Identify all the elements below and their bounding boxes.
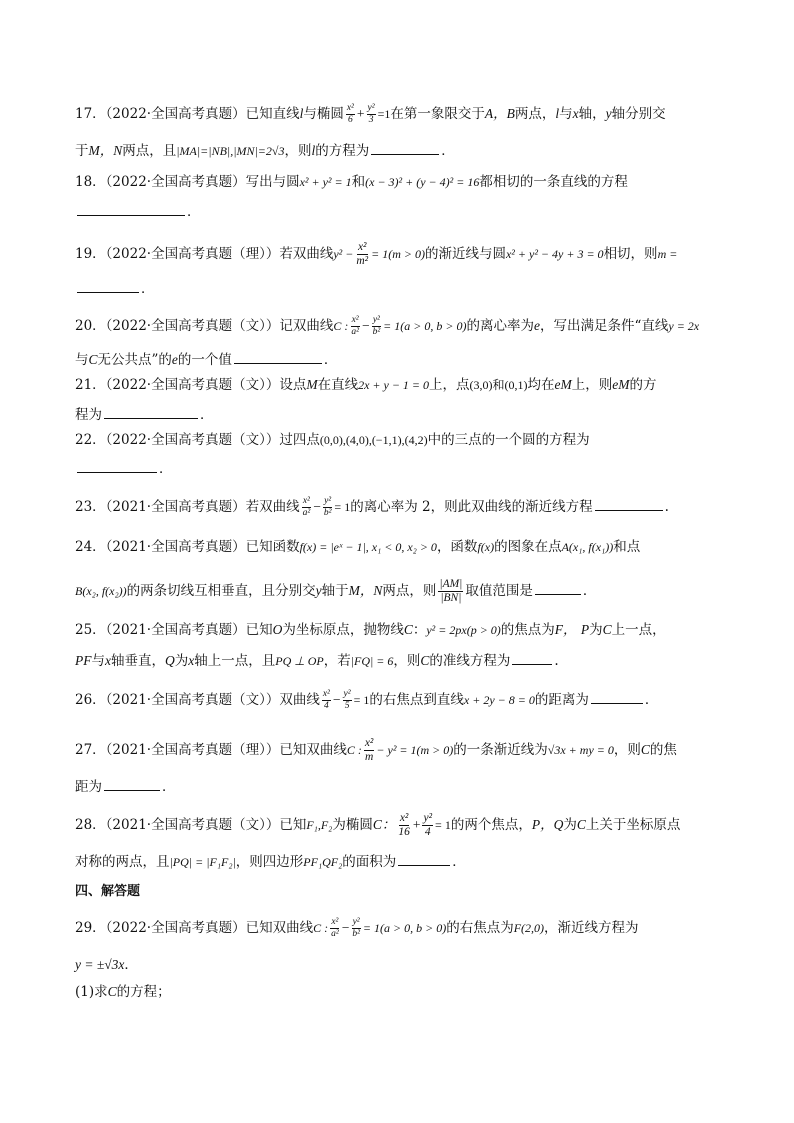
math-expr: = 1(a > 0, b > 0): [383, 319, 467, 333]
math-em: eM: [612, 377, 630, 392]
question-18-line-1: [75, 172, 628, 192]
q21-text: 均在: [527, 377, 555, 393]
math-expr: C :: [346, 743, 362, 757]
answer-blank[interactable]: [104, 776, 160, 791]
q29-text: (1)求: [75, 984, 108, 1000]
q24-prefix: 24．（2021·全国高考真题）已知函数: [75, 539, 300, 555]
q26-text: 的距离为: [534, 692, 589, 708]
question-26-line-1: 26．（2021·全国高考真题（文））双曲线 $\frac{\text{x²}}{4}$ − $\frac{\text{y²}}{5}$ = 1的右焦点到直线x + 2y − 8 = 0的距离为 ．: [75, 689, 659, 711]
question-29-line-2: [75, 955, 138, 975]
fraction-num: x²: [351, 315, 359, 325]
q22-prefix: 22．（2022·全国高考真题（文））过四点: [75, 432, 320, 448]
q21-text: 上，则: [571, 377, 613, 393]
q28-text: 上关于坐标原点: [585, 817, 681, 833]
q19-text: 相切，则: [603, 246, 658, 262]
math-f: F，: [554, 622, 577, 637]
math-c: C: [88, 352, 98, 367]
q17-text: 轴，: [578, 106, 606, 122]
math-expr: x + 2y − 8 = 0: [463, 693, 535, 707]
math-expr: |MA|=|NB|,|MN|=2√3: [176, 144, 285, 158]
fraction-den: 5: [344, 701, 350, 711]
math-expr: f(x): [477, 540, 495, 554]
fraction-num: x²: [346, 103, 354, 113]
fraction-num: y²: [352, 917, 360, 927]
q28-prefix: 28．（2021·全国高考真题（文））已知: [75, 817, 307, 833]
q20-text: 无公共点”的: [97, 352, 172, 368]
q27-text: 的焦: [649, 742, 677, 758]
answer-blank[interactable]: [234, 349, 322, 364]
q21-text: 上，点: [429, 377, 470, 393]
q18-text: 都相切的一条直线的方程: [479, 174, 628, 190]
answer-blank[interactable]: [77, 201, 185, 216]
q20-text: ，写出满足条件“直线: [539, 318, 669, 334]
q24-text: 两点，则: [382, 583, 437, 599]
math-e: e: [171, 352, 178, 367]
q18-prefix: 18．（2022·全国高考真题）写出与圆: [75, 174, 300, 190]
fraction-num: y²: [343, 689, 351, 699]
fraction-num: x²: [357, 241, 367, 253]
question-27-line-1: [75, 737, 677, 764]
q17-prefix: 17．（2022·全国高考真题）已知直线: [75, 106, 300, 122]
math-c: C: [576, 817, 586, 832]
q25-text: ，若: [323, 653, 351, 669]
math-expr: x² + y² = 1: [299, 175, 352, 189]
math-expr: (3,0)和(0,1): [469, 378, 528, 392]
answer-blank[interactable]: [398, 851, 450, 866]
answer-blank[interactable]: [371, 140, 439, 155]
section-heading: 四、解答题: [75, 884, 141, 899]
q25-text: ，则: [393, 653, 421, 669]
fraction: [364, 737, 375, 764]
q28-text: 的两个焦点，: [450, 817, 532, 833]
math-c: C: [640, 742, 650, 757]
q20-end: ．: [323, 352, 338, 368]
fraction-den: b²: [323, 508, 332, 518]
q24-end: ．: [582, 583, 597, 599]
q24-text: 的图象在点: [494, 539, 562, 555]
math-expr: PQ ⊥ OP: [275, 654, 324, 668]
fraction-num: y²: [372, 315, 380, 325]
q20-text: 的离心率为: [466, 318, 534, 334]
math-expr: 2x + y − 1 = 0: [358, 378, 430, 392]
answer-blank[interactable]: [535, 580, 581, 595]
q28-end: ．: [452, 854, 466, 870]
q25-text: 为: [589, 622, 603, 638]
question-19-line-1: [75, 241, 677, 268]
q27-prefix: 27．（2021·全国高考真题（理））已知双曲线: [75, 742, 347, 758]
math-mn: M，N: [88, 143, 123, 158]
math-expr: F(2,0): [513, 921, 545, 935]
question-23-line-1: 23．（2021·全国高考真题）若双曲线 $\frac{\text{x²}}{\text{a²}}$ − $\frac{\text{y²}}{\text{b²}}$ = 1的离心率为 2，则此双曲线的渐近线方程 .: [75, 496, 669, 518]
q17-text: ，则: [284, 143, 312, 159]
q21-end: ．: [200, 407, 214, 423]
q25-text: 为: [174, 653, 189, 669]
math-em: eM: [554, 377, 572, 392]
q29-text: 的方程；: [116, 984, 171, 1000]
fraction-den: a²: [331, 929, 339, 939]
question-24-line-2: [75, 578, 596, 605]
question-22-line-2: [75, 458, 173, 479]
q20-text: 与: [75, 352, 89, 368]
fraction-num: y²: [423, 812, 433, 824]
q28-text: ，则四边形: [235, 854, 304, 870]
math-expr: m =: [657, 247, 678, 261]
math-expr: PF₁QF₂: [303, 855, 343, 869]
q19-text: 的渐近线与圆: [424, 246, 506, 262]
math-l: l: [299, 106, 304, 121]
q25-prefix: 25．（2021·全国高考真题）已知: [75, 622, 273, 638]
q24-text: 轴于: [321, 583, 349, 599]
question-22-line-1: [75, 430, 590, 450]
q20-prefix: 20．（2022·全国高考真题（文））记双曲线: [75, 318, 334, 334]
q20-text: 的一个值: [177, 352, 232, 368]
fraction: [330, 917, 340, 940]
fraction: [351, 917, 361, 940]
math-l: l: [311, 143, 316, 158]
question-19-line-2: [75, 278, 155, 299]
math-ab: A，B: [484, 106, 515, 121]
q25-text: 与: [91, 653, 105, 669]
math-mn: M，N: [348, 583, 383, 598]
question-20-line-1: 20．（2022·全国高考真题（文））记双曲线C : $\frac{\text{x²}}{\text{a²}}$ − $\frac{\text{y²}}{\text{b²}}$ = 1(a > 0, b > 0)的离心率为e，写出满足条件“直线y = 2x: [75, 315, 700, 337]
math-expr: − y² = 1(m > 0): [376, 743, 454, 757]
q25-text: 的准线方程为: [429, 653, 511, 669]
q17-text: 于: [75, 143, 89, 159]
q21-text: 的方: [629, 377, 657, 393]
fraction-den: m²: [356, 255, 369, 267]
question-25-line-2: [75, 650, 559, 671]
q26-prefix: 26．（2021·全国高考真题（文））双曲线: [75, 692, 320, 708]
q25-text: 轴垂直，: [111, 653, 165, 669]
math-m: M: [306, 377, 318, 392]
fraction: [355, 241, 369, 268]
fraction-num: x²: [399, 812, 409, 824]
math-expr: = 1(m > 0): [371, 247, 425, 261]
q21-text: 在直线: [317, 377, 359, 393]
fraction-den: 3: [368, 115, 374, 125]
q17-text: 的方程为: [315, 143, 370, 159]
q23-text: 的离心率为 2，则此双曲线的渐近线方程: [350, 499, 593, 515]
question-29-subquestion-1: [75, 982, 171, 1002]
fraction-num: x²: [302, 496, 310, 506]
math-c: C: [602, 622, 612, 637]
fraction: [350, 315, 360, 338]
fraction-den: |BN|: [440, 592, 462, 604]
q17-text: 两点，且: [122, 143, 177, 159]
fraction: [397, 812, 411, 839]
math-p: P: [580, 622, 590, 637]
math-expr: √3x + my = 0: [547, 743, 614, 757]
fraction: [343, 689, 352, 712]
question-29-line-1: 29．（2022·全国高考真题）已知双曲线C : $\frac{\text{x²}}{\text{a²}}$ − $\frac{\text{y²}}{\text{b²}}$ = 1(a > 0, b > 0)的右焦点为F(2,0)，渐近线方程为: [75, 917, 639, 939]
fraction-den: 6: [348, 115, 353, 125]
fraction-den: b²: [372, 327, 381, 337]
math-expr: f(x) = |eˣ − 1|, x₁ < 0, x₂ > 0: [299, 540, 437, 554]
math-c: C: [420, 653, 430, 668]
math-x: x: [572, 106, 579, 121]
math-expr: |PQ| = |F₁F₂|: [169, 855, 236, 869]
q24-text: ，函数: [436, 539, 478, 555]
math-expr: A(x₁, f(x₁)): [561, 540, 614, 554]
fraction: [367, 103, 376, 126]
math-c: C: [403, 622, 413, 637]
q18-text: 和: [351, 174, 366, 190]
fraction: [438, 578, 463, 605]
q19-prefix: 19．（2022·全国高考真题（理））若双曲线: [75, 246, 334, 262]
fraction: [302, 496, 312, 519]
q28-text: 的面积为: [342, 854, 397, 870]
q17-text: 在第一象限交于: [390, 106, 485, 122]
math-expr: x² + y² − 4y + 3 = 0: [505, 247, 604, 261]
q18-end: ．: [187, 204, 201, 220]
math-expr: y² −: [333, 247, 354, 261]
question-17-line-1: 17．（2022·全国高考真题）已知直线l与椭圆 $\frac{\text{x²}}{6}$ + $\frac{\text{y²}}{3}$ =1在第一象限交于A，B两点，l与x轴，y轴分别交: [75, 103, 666, 125]
math-pf: PF: [75, 653, 92, 668]
fraction-den: 16: [398, 826, 410, 838]
fraction-den: b²: [352, 929, 360, 939]
answer-blank[interactable]: [512, 650, 552, 665]
fraction-den: 4: [323, 701, 329, 711]
fraction-num: x²: [331, 917, 339, 927]
q25-text: 上一点，: [611, 622, 666, 638]
q25-text: 为坐标原点，抛物线: [282, 622, 404, 638]
fraction-num: y²: [367, 103, 375, 113]
question-25-line-1: 25．（2021·全国高考真题）已知O为坐标原点，抛物线C：y² = 2px(p > 0)的焦点为F， P为C上一点，: [75, 622, 666, 638]
fraction: [323, 496, 333, 519]
q17-end: ．: [441, 143, 455, 159]
math-expr: y = 2x: [668, 319, 700, 333]
q24-text: 和点: [613, 539, 641, 555]
q27-text: 距为: [75, 779, 102, 795]
math-expr: = 1: [435, 818, 451, 832]
fraction-den: a²: [351, 327, 359, 337]
math-expr: B(x₂, f(x₂)): [75, 584, 127, 598]
answer-blank[interactable]: [591, 689, 643, 704]
math-e: e: [533, 318, 540, 333]
q28-text: 对称的两点，且: [75, 854, 170, 870]
q29-text: ．: [124, 957, 138, 973]
q23-prefix: 23．（2021·全国高考真题）若双曲线: [75, 499, 300, 515]
answer-blank[interactable]: [595, 496, 663, 511]
q26-text: 的右焦点到直线: [369, 692, 464, 708]
q21-text: 程为: [75, 407, 102, 423]
q29-text: ，渐近线方程为: [544, 920, 639, 936]
math-expr: = 1: [353, 693, 370, 707]
math-q: Q: [165, 653, 175, 668]
q27-end: ．: [162, 779, 176, 795]
fraction-den: m: [364, 751, 374, 763]
q29-text: 的右焦点为: [446, 920, 514, 936]
math-expr: =1: [377, 107, 391, 121]
math-expr: C :: [333, 319, 349, 333]
fraction: [422, 812, 433, 839]
q28-text: 为椭圆: [332, 817, 373, 833]
q17-text: 两点，: [514, 106, 556, 122]
q25-text: 轴上一点，且: [194, 653, 276, 669]
question-17-line-2: [75, 140, 455, 161]
q27-text: ，则: [613, 742, 641, 758]
math-expr: (0,0),(4,0),(−1,1),(4,2): [319, 433, 428, 447]
fraction-num: |AM|: [439, 578, 463, 590]
math-expr: = 1(a > 0, b > 0): [362, 921, 447, 935]
math-expr: (x − 3)² + (y − 4)² = 16: [365, 175, 480, 189]
q17-text: 与椭圆: [303, 106, 344, 122]
q17-text: 轴分别交: [611, 106, 666, 122]
math-expr: F₁,F₂: [306, 818, 333, 832]
fraction: [322, 689, 331, 712]
question-28-line-1: 28．（2021·全国高考真题（文））已知F₁,F₂为椭圆C： $\frac{\text{x²}}{16}$ + $\frac{\text{y²}}{4}$ = 1的两个焦点，P，Q为C上关于坐标原点: [75, 812, 681, 838]
fraction-den: 4: [424, 826, 431, 838]
question-21-line-2: [75, 404, 214, 425]
question-27-line-2: [75, 776, 176, 797]
q19-end: ．: [141, 281, 155, 297]
q25-text: 的焦点为: [500, 622, 555, 638]
answer-blank[interactable]: [104, 404, 198, 419]
math-expr: C :: [313, 921, 329, 935]
q22-text: 中的三点的一个圆的方程为: [427, 432, 590, 448]
fraction: [372, 315, 382, 338]
q28-text: 为: [563, 817, 577, 833]
math-c: C: [107, 984, 117, 999]
math-expr: = 1: [334, 500, 351, 514]
question-21-line-1: [75, 375, 657, 395]
q27-text: 的一条渐近线为: [453, 742, 548, 758]
fraction-den: a²: [302, 508, 311, 518]
fraction: [346, 103, 355, 126]
question-24-line-1: [75, 537, 640, 557]
math-y: y: [605, 106, 612, 121]
math-expr: y² = 2px(p > 0): [426, 623, 501, 637]
q23-end: .: [664, 499, 669, 515]
math-l: l: [555, 106, 560, 121]
math-pq: P，Q: [531, 817, 564, 832]
q24-text: 取值范围是: [465, 583, 533, 599]
math-expr: |FQ| = 6: [350, 654, 394, 668]
math-o: O: [272, 622, 283, 637]
q22-end: ．: [159, 461, 173, 477]
question-18-line-2: [75, 201, 201, 222]
answer-blank[interactable]: [77, 458, 157, 473]
q21-prefix: 21．（2022·全国高考真题（文））设点: [75, 377, 307, 393]
math-y: y: [315, 583, 322, 598]
math-expr: C：: [372, 817, 396, 832]
math-x: x: [105, 653, 111, 668]
q25-end: .: [554, 653, 559, 669]
math-expr: y = ±√3x: [75, 957, 125, 972]
answer-blank[interactable]: [77, 278, 139, 293]
fraction-num: x²: [364, 737, 374, 749]
q26-end: ．: [644, 692, 659, 708]
fraction-num: x²: [322, 689, 330, 699]
q24-text: 的两条切线互相垂直，且分别交: [126, 583, 316, 599]
math-x: x: [188, 653, 195, 668]
question-28-line-2: [75, 851, 466, 872]
q29-prefix: 29．（2022·全国高考真题）已知双曲线: [75, 920, 314, 936]
question-20-line-2: [75, 349, 337, 370]
fraction-num: y²: [324, 496, 332, 506]
